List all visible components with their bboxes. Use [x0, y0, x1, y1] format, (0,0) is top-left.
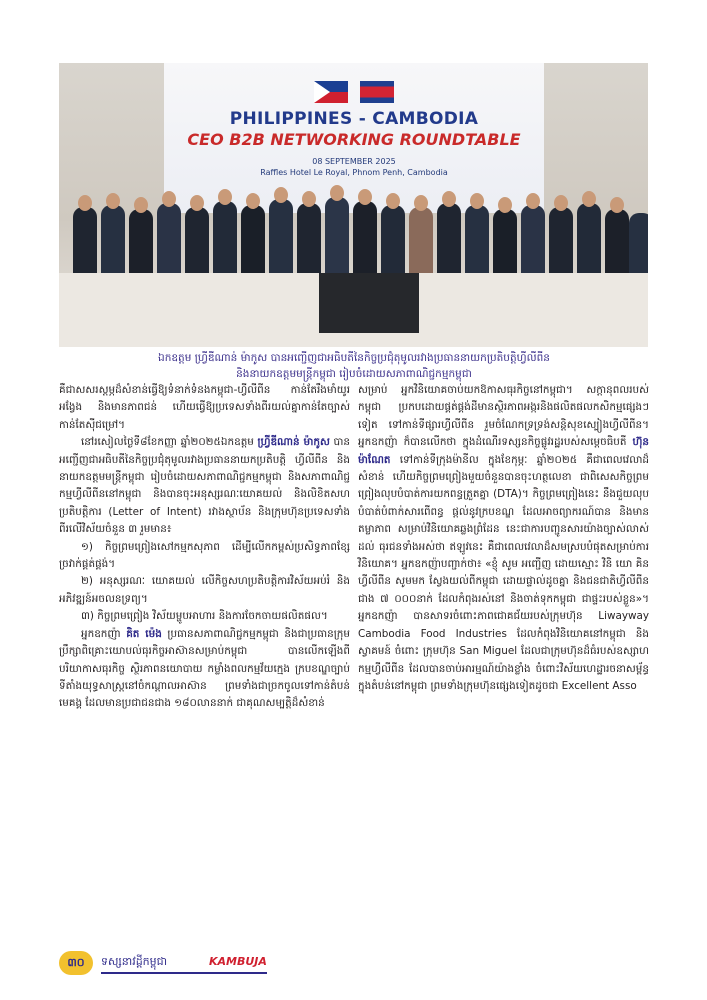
page-number: ៣០	[59, 951, 93, 975]
event-photo	[59, 63, 648, 347]
paragraph-text: នៅរសៀលថ្ងៃទី៨ខែកញ្ញា ឆ្នាំ២០២៥ឯកឧត្តម	[81, 436, 258, 449]
list-item: ២) អនុស្សរណៈ យោគយល់ លើកិច្ចសហប្រតិបត្តិការវិស័យអប់រំ និងអភិវឌ្ឍន៍អចលនទ្រព្យ។	[59, 575, 350, 605]
list-item: ៣) កិច្ចព្រមព្រៀង វិស័យម្ហូបអាហារ និងការចែកចាយផលិតផល។	[81, 610, 328, 623]
photo-caption	[60, 350, 648, 382]
paragraph: គឺជាសសរស្តម្ភដ៏សំខាន់ធ្វើឱ្យទំនាក់ទំនងកម្ពុជា-ហ្វីលីពីន កាន់តែរឹងមាំយូរអង្វែង និងមានភាពជន់ ហើយធ្វើឱ្យប្រទេសទាំងពីរយល់គ្នាកាន់តែច្បាស់ កាន់តែស៊ីជម្រៅ។	[59, 384, 350, 431]
article-right-column	[358, 382, 649, 695]
banner-flags	[164, 81, 544, 103]
banner-venue: Raffles Hotel Le Royal, Phnom Penh, Cambodia	[260, 168, 448, 177]
highlighted-name: ហ្វ្រីឌីណាន់ ម៉ាកូស	[257, 436, 330, 449]
paragraph-text: ទៅកាន់ទីក្រុងម៉ានីល ក្នុងខែកុម្ភៈ ឆ្នាំ២០២៥ គឺជាពេលវេលាដ៏សំខាន់ ហើយកិច្ចព្រមព្រៀងមួយចំនួនបានចុះហត្ថលេខា ជាពិសេសកិច្ចព្រមព្រៀងលុបបំបាត់ការយកពន្ធត្រួតគ្នា (DTA)។ កិច្ចព្រមព្រៀងនេះ នឹងជួយលុបបំបាត់បំពាក់សារពើពន្ធ ផ្តល់នូវក្របខណ្ឌ ដែលអាចព្យាករណ៍បាន និងមានតម្លាភាព សម្រាប់វិនិយោគឆ្លងព្រំដែន នេះជាការបញ្ជូនសារយ៉ាងច្បាស់លាស់ ដល់ ធុរជនទាំងអស់ថា ឥឡូវនេះ គឺជាពេលវេលាដ៏សមស្របបំផុតសម្រាប់ការវិនិយោគ។ អ្នកឧកញ៉ាបញ្ជាក់ថា៖ «ខ្ញុំ សូម អញ្ជើញ ដោយស្មោះ វិនិ យោ គិន ហ្វីលីពីន សូមមក ស្វែងយល់ពីកម្ពុជា ដោយផ្ទាល់ដូចគ្នា និងជនជាតិហ្វីលីពីនជាង ៧ ០០០នាក់ ដែលកំពុងរស់នៅ និងចាត់ទុកកម្ពុជា ជាផ្ទះរបស់ខ្លួន»។ អ្នកឧកញ៉ា បានសាទរចំពោះភាពជោគជ័យរបស់ក្រុមហ៊ុន Liwayway Cambodia Food Industries ដែលកំពុងវិនិយោគនៅកម្ពុជា និងស្វាគមន៍ ចំពោះ ក្រុមហ៊ុន San Miguel ដែលជាក្រុមហ៊ុនដ៏ធំរបស់ឧស្សាហកម្មហ្វីលីពីន ដែលបានចាប់អារម្មណ៍យ៉ាងខ្លាំង ចំពោះវិស័យហេដ្ឋារចនាសម្ព័ន្ធក្នុងតំបន់នៅកម្ពុជា ព្រមទាំងក្រុមហ៊ុនផ្សេងទៀតដូចជា Excellent Asso	[358, 453, 649, 692]
banner-title: PHILIPPINES - CAMBODIA	[229, 109, 479, 129]
caption-line-2: និងនាយកឧត្តមមន្ត្រីកម្ពុជា រៀបចំដោយសភាពាណិជ្ជកម្មកម្ពុជា	[236, 368, 472, 380]
list-item: ១) កិច្ចព្រមព្រៀងសៅកម្មកសុភាព ដើម្បីលើកកម្ពស់ប្រសិទ្ធភាពខ្សែច្រវាក់ផ្គត់ផ្គង់។	[59, 540, 350, 571]
philippines-flag-icon	[314, 81, 348, 103]
paragraph-text: អ្នកឧកញ៉ា	[81, 627, 127, 640]
highlighted-name: គិត ម៉េង	[126, 627, 162, 640]
magazine-name-khmer: ទស្សនាវដ្តីកម្ពុជា	[101, 955, 168, 968]
paragraph-text: សម្រាប់ អ្នកវិនិយោគចាប់យកឱកាសធុរកិច្ចនៅកម្ពុជា។ សក្តានុពលរបស់កម្ពុជា ប្រកបដោយផ្គត់ផ្គង់ដីមានស្ថិរភាពអង្ករនិងផលិតផលកសិកម្មផ្សេងៗទៀត ទៅកាន់ទីផ្សារហ្វីលីពីន រួមចំណែកទ្រទ្រង់សន្តិសុខស្បៀងហ្វីលីពីន។ អ្នកឧកញ៉ា ក៏បានលើកថា ក្នុងដំណើរទស្សនកិច្ចផ្លូវរដ្ឋរបស់សម្តេចធិបតី	[358, 384, 649, 449]
paragraph-text: ប្រធានសភាពាណិជ្ជកម្មកម្ពុជា និងជាប្រធានក្រុមប្រឹក្សាពិគ្រោះយោបល់ធុរកិច្ចអាស៊ានសម្រាប់កម្ពុជា បានលើកឡើងពីបរិយាកាសធុរកិច្ច ស្ថិរភាពនយោបាយ កម្លាំងពលកម្មវ័យក្មេង ក្របខណ្ឌច្បាប់ ទីតាំងយុទ្ធសាស្ត្រនៅចំកណ្តាលអាស៊ាន ព្រមទាំងជាច្រកចូលទៅកាន់តំបន់មេគង្គ ដែលមានប្រជាជនជាង ១៨០លាននាក់ ជាគុណសម្បត្តិដ៏សំខាន់	[59, 627, 350, 710]
article-left-column	[59, 382, 350, 713]
magazine-name-english: KAMBUJA	[209, 955, 267, 968]
paragraph	[59, 626, 350, 713]
paragraph-text: បានអញ្ជើញជាអធិបតីនៃកិច្ចប្រជុំតុមូលរវាងប្រធាននាយកប្រតិបត្តិ ហ្វីលីពីន និងនាយកឧត្តមមន្ត្រីកម្ពុជា រៀបចំដោយសភាពាណិជ្ជកម្មកម្ពុជា និងសភាពាណិជ្ជកម្មហ្វីលីពីននៅកម្ពុជា និងបានចុះអនុស្សរណៈយោគយល់ និងលិខិតសហប្រតិបត្តិការ (Letter of Intent) រវាងស្ថាប័ន និងក្រុមហ៊ុនប្រទេសទាំងពីរលើវិស័យចំនួន ៣ រួមមាន៖	[59, 436, 350, 536]
paragraph	[358, 382, 649, 695]
cambodia-flag-icon	[360, 81, 394, 103]
caption-line-1: ឯកឧត្តម ហ្វ្រីឌីណាន់ ម៉ាកូស បានអញ្ជើញជាអធិបតីនៃកិច្ចប្រជុំតុមូលរវាងប្រធាននាយកប្រតិបត្តិហ្វីលីពីន	[158, 352, 550, 364]
highlighted-name: ហ៊ុន ម៉ាណែត	[358, 436, 649, 466]
paragraph	[59, 434, 350, 538]
footer-divider	[101, 972, 267, 974]
stage-screen	[319, 273, 419, 333]
banner-subtitle: CEO B2B NETWORKING ROUNDTABLE	[187, 130, 521, 149]
banner-date: 08 SEPTEMBER 2025	[312, 157, 396, 166]
